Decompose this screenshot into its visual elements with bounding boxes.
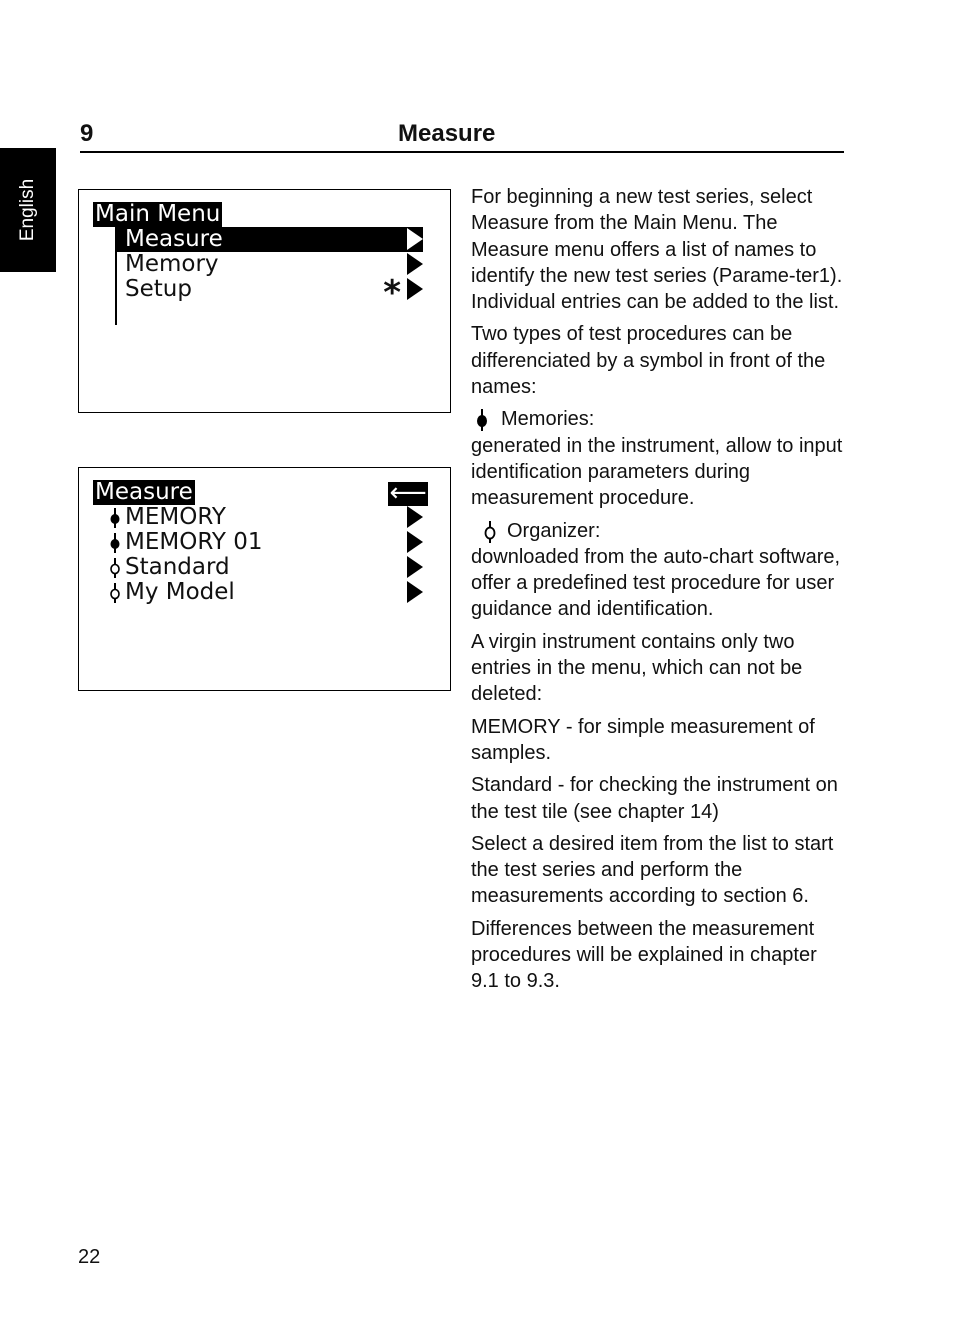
paragraph-memory-entry: MEMORY - for simple measurement of samples. <box>471 715 815 764</box>
body-text <box>471 184 846 1001</box>
language-tab-label: English <box>17 178 38 242</box>
asterisk-marker: * <box>383 273 401 313</box>
menu-item-label: Memory <box>125 251 219 277</box>
memory-icon <box>109 533 121 553</box>
organizer-icon <box>109 583 121 603</box>
memories-description <box>471 406 846 511</box>
submenu-arrow-icon <box>407 556 423 578</box>
list-item-label: My Model <box>125 579 235 605</box>
menu-item-memory[interactable] <box>115 252 423 277</box>
list-item-memory[interactable] <box>115 505 423 530</box>
organizer-heading-label: Organizer: <box>507 519 601 542</box>
organizer-text: downloaded from the auto-chart software, offer a predefined test procedure for user guidance and identification. <box>471 545 841 621</box>
submenu-arrow-icon <box>407 506 423 528</box>
list-item-my-model[interactable] <box>115 580 423 605</box>
memory-icon <box>475 409 489 431</box>
header-rule <box>80 151 844 153</box>
organizer-icon <box>109 558 121 578</box>
submenu-arrow-icon <box>407 228 423 250</box>
memory-icon <box>109 508 121 528</box>
screen-title: Main Menu <box>95 201 221 227</box>
back-arrow-icon[interactable]: ⟵ <box>389 478 427 508</box>
submenu-arrow-icon <box>407 253 423 275</box>
paragraph-differences: Differences between the measurement procedures will be explained in chapter 9.1 to 9.3. <box>471 917 817 993</box>
language-tab <box>0 148 56 272</box>
organizer-heading <box>471 518 846 544</box>
menu-item-label: Measure <box>125 226 223 252</box>
measure-menu-screen <box>78 467 451 691</box>
organizer-description <box>471 518 846 623</box>
menu-item-setup[interactable] <box>115 273 423 313</box>
submenu-arrow-icon <box>407 581 423 603</box>
menu-item-measure[interactable] <box>115 227 423 252</box>
chapter-number: 9 <box>80 120 94 147</box>
chapter-title: Measure <box>398 120 496 147</box>
memories-heading <box>471 406 846 432</box>
memories-heading-label: Memories: <box>501 408 595 431</box>
paragraph-types: Two types of test procedures can be differenciated by a symbol in front of the names: <box>471 323 826 399</box>
submenu-arrow-icon <box>407 531 423 553</box>
screen-title: Measure <box>95 479 193 505</box>
list-item-standard[interactable] <box>115 555 423 580</box>
submenu-arrow-icon <box>407 278 423 300</box>
paragraph-intro: For beginning a new test series, select Measure from the Main Menu. The Measure menu offers a list of names to identify the new test series (Parame-ter1). Individual entries can be added to the list. <box>471 186 843 314</box>
paragraph-standard-entry: Standard - for checking the instrument on the test tile (see chapter 14) <box>471 774 838 823</box>
list-item-label: MEMORY <box>125 504 226 530</box>
list-item-label: Standard <box>125 554 230 580</box>
list-item-label: MEMORY 01 <box>125 529 263 555</box>
list-item-memory-01[interactable] <box>115 530 423 555</box>
page-number: 22 <box>78 1246 101 1268</box>
menu-item-label: Setup <box>125 276 192 302</box>
paragraph-virgin: A virgin instrument contains only two entries in the menu, which can not be deleted: <box>471 630 803 706</box>
organizer-icon <box>483 521 497 543</box>
main-menu-screen <box>78 189 451 413</box>
paragraph-select: Select a desired item from the list to start the test series and perform the measurements according to section 6. <box>471 832 834 908</box>
memories-text: generated in the instrument, allow to input identification parameters during measurement procedure. <box>471 434 843 510</box>
